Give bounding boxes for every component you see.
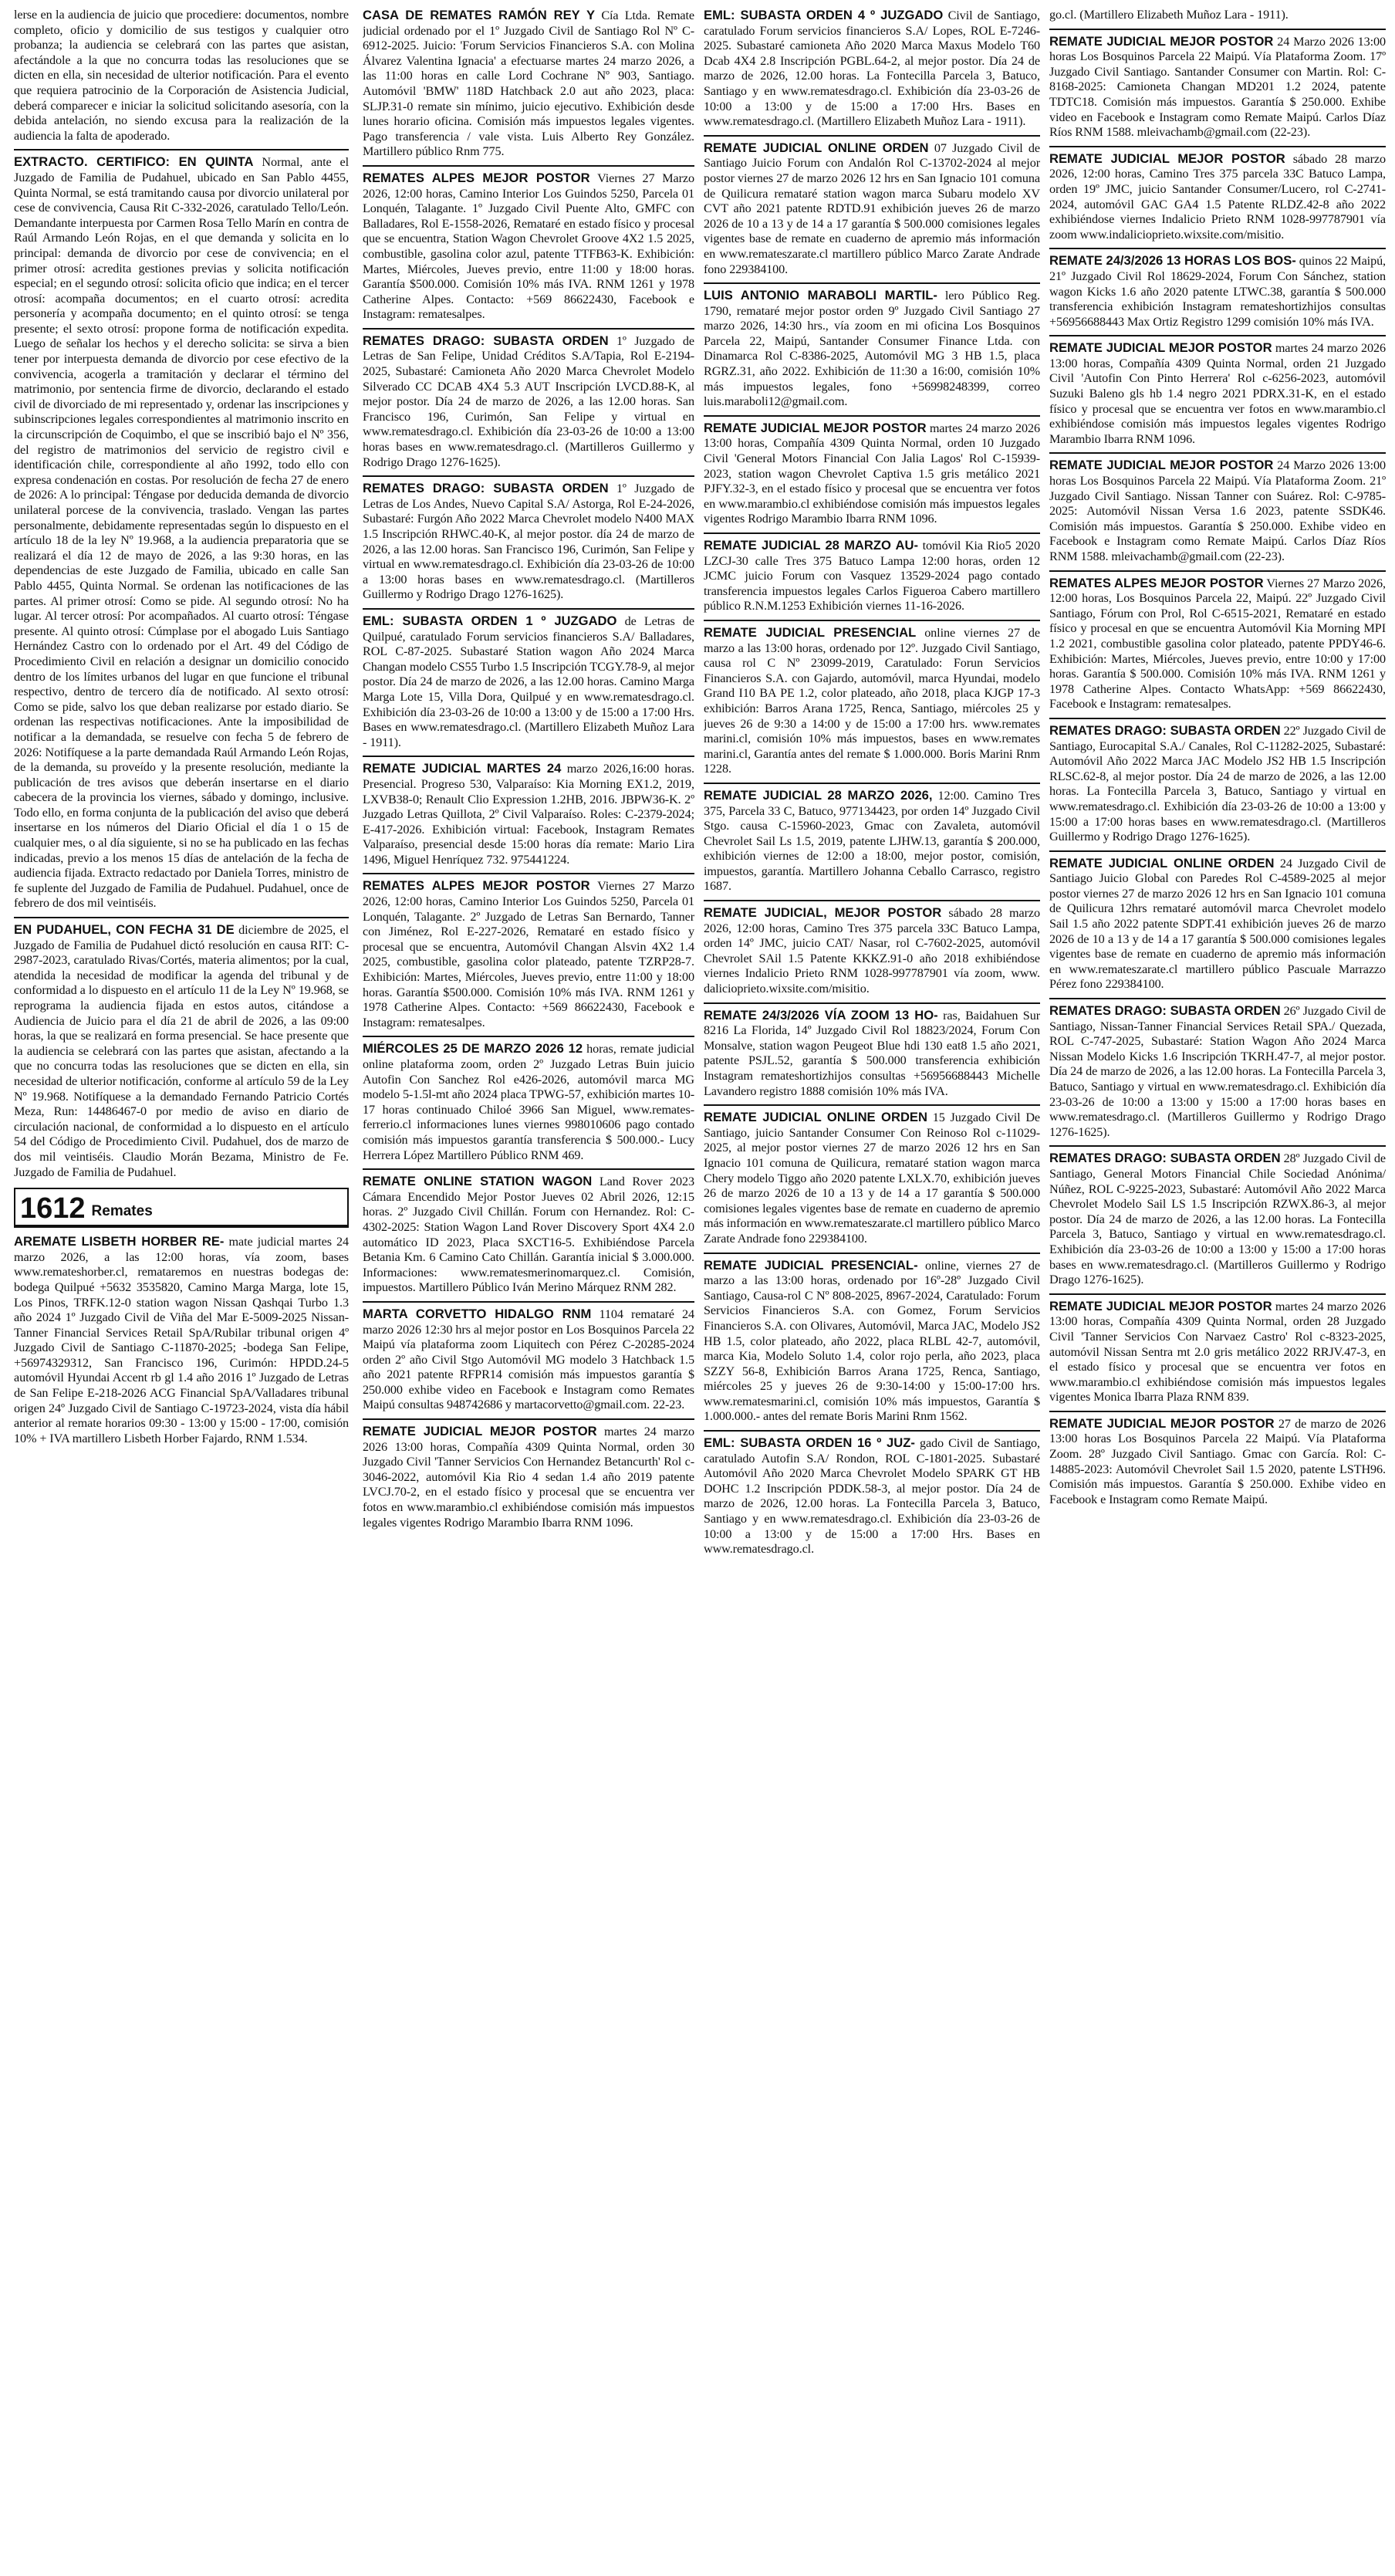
- ad-heading: REMATE JUDICIAL MEJOR POSTOR: [1049, 458, 1274, 473]
- ad-paragraph: [704, 1110, 1040, 1246]
- ad-heading: REMATE 24/3/2026 13 HORAS LOS BOS-: [1049, 253, 1296, 269]
- classified-ad: [1049, 458, 1386, 564]
- ad-heading: REMATE JUDICIAL MEJOR POSTOR: [1049, 150, 1285, 166]
- ad-paragraph: [1049, 34, 1386, 140]
- ad-paragraph: [1049, 340, 1386, 447]
- ad-body: 27 de marzo de 2026 13:00 horas Los Bosquinos Parcela 22 Maipú. Vía Plataforma Zoom. 28º Juzgado Civil Santiago. Gmac con García. Rol: C-14885-2023: Automóvil Chevrolet Sail 1.5 2020, patente LSTH96. Comisión más impuestos. Garantía $ 250.000. Exhibe video en Facebook e Instagram como Remate Maipú.: [1049, 1416, 1386, 1506]
- ad-divider: [363, 165, 694, 167]
- ad-heading: REMATE JUDICIAL MEJOR POSTOR: [363, 1424, 597, 1439]
- ad-divider: [704, 1253, 1040, 1254]
- ad-body: lero Público Reg. 1790, remataré mejor postor orden 9º Juzgado Civil Santiago 27 marzo 2026, 14:30 hrs., vía zoom en mi oficina Los Bosquinos Parcela 22, Maipú, Santander Consumer Finance Ltda. con Dinamarca Rol C-8386-2025, Automóvil MG 3 HB 1.5, placa RGRZ.31, año 2022. Exhibición de 11:30 a 16:00, comisión 10% más impuestos legales, fono +56998248399, correo luis.maraboli12@gmail.com.: [704, 289, 1040, 409]
- ad-paragraph: [704, 140, 1040, 277]
- classified-ad: [704, 421, 1040, 527]
- column-4: [1049, 8, 1386, 2571]
- classified-ad: [1049, 1003, 1386, 1140]
- ad-body: horas, remate judicial online plataforma zoom, orden 2º Juzgado Letras Buin juicio Autofin Con Sanchez Rol e426-2026, automóvil marca MG modelo 5-1.5l-mt año 2024 placa TPWG-57, exhibición martes 10-17 horas continuado Chiloé 3966 San Miguel, www.remates-ferrerio.cl informaciones lunes viernes 998010606 pago contado comisión más impuestos garantía transferencia $ 500.000.- Lucy Herrera López Martillero Público RNM 469.: [363, 1042, 694, 1162]
- ad-paragraph: [1049, 1299, 1386, 1405]
- classified-ad: [363, 1174, 694, 1296]
- ad-body: mate judicial martes 24 marzo 2026, a las 12:00 horas, vía zoom, bases www.remateshorber.cl, remataremos en nuestras bodegas de: bodega Quilpué +5632 3535820, Camino Marga Marga, lote 15, Los Pinos, TRFK.12-0 station wagon Nissan Qashqai Turbo 1.3 año 2024 1º Juzgado Civil de Viña del Mar E-5009-2025 Nissan-Tanner Financial Services Retail SpA/Rubilar tribunal origen 4º Juzgado Civil de Santiago C-11870-2025; -bodega San Felipe, +56974329312, San Francisco 196, Curimón: HPDD.24-5 automóvil Hyundai Accent rb gl 1.4 año 2016 1º Juzgado de Letras de San Felipe E-218-2026 ACG Financial SpA/Valladares tribunal origen 24º Juzgado Civil de Santiago C-19723-2024, vista día hábil anterior al remate horarios 09:30 - 13:00 y 15:00 - 17:00, comisión 10% + IVA martillero Lisbeth Horber Fajardo, RNM 1.534.: [14, 1235, 349, 1445]
- classified-ad: [1049, 576, 1386, 712]
- classified-ad: [704, 905, 1040, 997]
- classified-ad: [363, 8, 694, 160]
- ad-heading: REMATE JUDICIAL 28 MARZO AU-: [704, 538, 919, 553]
- ad-body: 15 Juzgado Civil De Santiago, juicio Santander Consumer Con Reinoso Rol c-11029-2025, al mejor postor viernes 27 de marzo 2026 12 hrs en San Ignacio 101 comuna de Quilicura, remataré station wagon marca Chery modelo Tiggo año 2020 patente LXLX.70, exhibición jueves 26 de marzo 2026 de 10 a 13 y de 14 a 17 garantía $ 500.000 comisiones legales vigentes base de remate en cuaderno de apremio más información en www.remateszarate.cl martillero público Marco Zarate Andrade fono 229384100.: [704, 1111, 1040, 1246]
- ad-divider: [704, 783, 1040, 784]
- ad-heading: REMATE JUDICIAL ONLINE ORDEN: [1049, 855, 1275, 870]
- ad-body: gado Civil de Santiago, caratulado Autofin S.A/ Rondon, ROL C-1801-2025. Subastaré Automóvil Año 2020 Marca Chevrolet Modelo SPARK GT HB DOHC 1.2 Inscripción PDDK.58-3, al mejor postor. Día 24 de marzo de 2026, 12.00 horas. La Fontecilla Parcela 3, Batuco, Santiago y en www.rematesdrago.cl. Exhibición día 23-03-26 de 10:00 a 13:00 y de 15:00 a 17:00 Hrs. Bases en www.rematesdrago.cl.: [704, 1436, 1040, 1557]
- section-label: Remates: [91, 1203, 153, 1220]
- ad-body: Cía Ltda. Remate judicial ordenado por el 1º Juzgado Civil de Santiago Rol Nº C-6912-2025. Juicio: 'Forum Servicios Financieros S.A. con Molina Álvarez Valentina Ignacia' a efectuarse martes 24 marzo 2026, a las 11:00 horas en calle Lord Cochrane Nº 903, Santiago. Automóvil 'BMW' 118D Hatchback 2.0 aut año 2023, placa: SLJP.31-0 remate sin mínimo, juicio ejecutivo. Exhibición desde lunes horario oficina. Comisión más impuestos legales vigentes. Pago transferencia / vale vista. Luis Alberto Rey González. Martillero público Rnm 775.: [363, 8, 694, 159]
- classified-ad: [14, 8, 349, 144]
- ad-body: 24 Marzo 2026 13:00 horas Los Bosquinos Parcela 22 Maipú. Vía Plataforma Zoom. 21º Juzgado Civil Santiago. Nissan Tanner con Suárez. Rol: C-9785-2025: Automóvil Nissan Versa 1.6 2023, patente SSDK46. Comisión más impuestos. Garantía $ 250.000. Exhibe video en Facebook e Instagram como Remate Maipú. Carlos Díaz Ríos RNM 1588. mleivachamb@gmail.com (22-23).: [1049, 458, 1386, 563]
- ad-paragraph: [363, 614, 694, 750]
- classified-ad: [14, 154, 349, 911]
- ad-body: 26º Juzgado Civil de Santiago, Nissan-Tanner Financial Services Retail SPA./ Quezada, ROL C-747-2025, Subastaré: Station Wagon Año 2024 Marca Nissan Modelo Kicks 1.6 Inscripción TKRH.47-7, al mejor postor. Día 24 de marzo de 2026, a las 12.00 horas. La Fontecilla Parcela 3, Batuco, Santiago y virtual en www.rematesdrago.cl. Exhibición día 23-03-26 de 10:00 a 13:00 y 15:00 a 17:00 horas bases en www.rematesdrago.cl. (Martilleros Guillermo y Rodrigo Drago 1276-1625).: [1049, 1004, 1386, 1139]
- ad-paragraph: [704, 421, 1040, 527]
- ad-divider: [363, 328, 694, 330]
- ad-heading: REMATES DRAGO: SUBASTA ORDEN: [1049, 1003, 1281, 1019]
- ad-heading: LUIS ANTONIO MARABOLI MARTIL-: [704, 288, 937, 303]
- ad-divider: [14, 917, 349, 918]
- ad-paragraph: [704, 1258, 1040, 1425]
- ad-heading: REMATE JUDICIAL 28 MARZO 2026,: [704, 787, 933, 803]
- ad-paragraph: [1049, 1416, 1386, 1508]
- column-3: [704, 8, 1040, 2571]
- ad-body: Civil de Santiago, caratulado Forum servicios financieros S.A/ Lopes, ROL E-7246-2025. Subastaré camioneta Año 2020 Marca Maxus Modelo T60 Dcab 4X4 2.8 Inscripción PGBL.64-2, al mejor postor. Día 24 de marzo de 2026, 12.00 horas. La Fontecilla Parcela 3, Batuco, Santiago y en www.rematesdrago.cl. Exhibición día 23-03-26 de 10:00 a 13:00 y de 15:00 a 17:00 Hrs. Bases en www.rematesdrago.cl. (Martillero Elizabeth Muñoz Lara - 1911).: [704, 8, 1040, 129]
- ad-divider: [1049, 335, 1386, 336]
- ad-heading: REMATE JUDICIAL PRESENCIAL: [704, 624, 917, 640]
- ad-divider: [1049, 248, 1386, 249]
- ad-heading: REMATES DRAGO: SUBASTA ORDEN: [1049, 722, 1281, 738]
- ad-body: 07 Juzgado Civil de Santiago Juicio Forum con Andalón Rol C-13702-2024 al mejor postor viernes 27 de marzo 2026 12 hrs en San Ignacio 101 comuna de Quilicura remataré station wagon marca Subaru modelo XV CVT año 2021 patente RDTD.91 exhibición jueves 26 de marzo 2026 de 10 a 13 y de 14 a 17 garantía $ 500.000 comisiones legales vigentes base de remate en cuaderno de apremio más información en www.remateszarate.cl martillero público Marco Zarate Andrade fono 229384100.: [704, 140, 1040, 276]
- classified-ad: [1049, 856, 1386, 992]
- ad-divider: [704, 415, 1040, 417]
- ad-heading: EML: SUBASTA ORDEN 16 º JUZ-: [704, 1435, 915, 1451]
- ad-paragraph: [363, 878, 694, 1030]
- ad-heading: REMATE JUDICIAL MEJOR POSTOR: [1049, 1298, 1272, 1313]
- ad-body: Normal, ante el Juzgado de Familia de Pudahuel, ubicado en San Pablo 4455, Quinta Normal, se está tramitando causa por divorcio unilateral por cese de convivencia, Causa Rit C-332-2026, caratulado Tello/León. Demandante interpuesta por Carmen Rosa Tello Marín en contra de Raúl Armando León Rojas, en el que demanda y solicita en lo principal: demanda de divorcio por cese de convivencia; en el primer otrosí: acredita gestiones previas y solicita notificación especial; en el segundo otrosí: solicita oficio que indica; en el tercer otrosí: acompaña documentos; en el cuarto otrosí: acredita personería y acompaña documento; en el quinto otrosí: se tenga presente; el sexto otrosí: propone forma de notificación expedita. Luego de señalar los hechos y el derecho solicita: se sirva a bien tener por interpuesta demanda de divorcio por cese efectivo de la convivencia, acogerla a tramitación y declarar el término del matrimonio, por sentencia firme de divorcio, declarando el estado civil de divorciado de mi representado y, ordenar las inscripciones y subinscripciones legales correspondientes al matrimonio inscrito en la circunscripción de Coquimbo, el que se inscribió bajo el Nº 356, del registro de matrimonios del servicio de registro civil e identificación chile, correspondiente al año 1992, todo ello con expresa condenación en costas. Por resolución de fecha 27 de enero de 2026: A lo principal: Téngase por deducida demanda de divorcio unilateral porcese de la convivencia, traslado. Vengan las partes personalmente, debidamente representadas según lo dispuesto en el artículo 18 de la ley Nº 19.968, a la audiencia preparatoria que se realizará el día 12 de mayo de 2026, a las 9:30 horas, en las dependencias de este Juzgado de Familia, ubicado en calle San Pablo 4455, Quinta Normal. Se ordenan las notificaciones de las partes. Al primer otrosí: Como se pide. Al segundo otrosí: No ha lugar. Al tercer otrosí: Por acompañados. Al cuarto otrosí: Téngase presente. Al quinto otrosí: Cúmplase por el abogado Luis Santiago Hernández Castro con lo ordenado por el Art. 49 del Código de Procedimiento Civil en relación a designar un domicilio conocido dentro de los límites urbanos del lugar en que funcione el tribunal respectivo, dentro de tercero día de notificado. Al sexto otrosí: Como se pide, salvo los que deban realizarse por estado diario. Se ordenan las respectivas notificaciones. Ante la imposibilidad de notificar a la demandada, se resuelve con fecha 5 de febrero de 2026: Notifíquese a la parte demandada Raúl Armando León Rojas, de la demanda, su proveído y la presente resolución, mediante la publicación de tres avisos que deberán insertarse en el diario cabecera de la provincia los viernes, sábado y domingo, inclusive. Todo ello, en forma conjunta de la publicación del aviso que deberá insertarse en los números del Diario Oficial el día 1 o 15 de cualquier mes, o al día siguiente, si no se ha publicado en las fechas indicadas, previo a los menos 15 días de antelación de la fecha de audiencia fijada. Extracto redactado por Daniela Torres, ministro de fe suplente del Juzgado de Familia de Pudahuel. Pudahuel, once de febrero de dos mil veintiséis.: [14, 155, 349, 911]
- ad-divider: [1049, 850, 1386, 852]
- ad-body: martes 24 marzo 2026 13:00 horas, Compañía 4309 Quinta Normal, orden 28 Juzgado Civil 'Tanner Servicios Con Narvaez Castro' Rol c-8323-2025, automóvil Nissan Sentra mt 2.0 gris metálico 2022 RRJV.47-3, en el estado físico y procesal que se encuentra ver fotos en www.marambio.cl exhibiéndose comisión más impuestos legales vigentes Monica Ibarra Plaza RNM 839.: [1049, 1299, 1386, 1405]
- ad-divider: [363, 756, 694, 757]
- classified-ad: [704, 1435, 1040, 1557]
- ad-heading: REMATES ALPES MEJOR POSTOR: [363, 878, 590, 894]
- ad-body: diciembre de 2025, el Juzgado de Familia de Pudahuel dictó resolución en causa RIT: C-2987-2023, caratulado Rivas/Cortés, materia alimentos; por la cual, atendida la necesidad de modificar la agenda del tribunal y de conformidad a lo dispuesto en el artículo 11 de la Ley Nº 19.968, se reprograma la audiencia fijada en estos autos, citándose a Audiencia de Juicio para el día 21 de abril de 2026, a las 09:00 horas, la que se realizará en forma presencial. Se hace presente que la audiencia se celebrará con las partes que asistan, afectando a la que no concurra todas las resoluciones que se dicten en ella, sin necesidad de ulterior notificación, conforme al artículo 59 de la Ley Nº 19.968. Notifíquese a la demandado Fernando Patricio Cortés Meza, Run: 14486467-0 por medio de aviso en diario de circulación nacional, de conformidad a lo dispuesto en el artículo 54 del Código de Procedimiento Civil. Pudahuel, dos de marzo de dos mil veintiséis. Claudio Morán Bezama, Ministro de Fe. Juzgado de Familia de Pudahuel.: [14, 923, 349, 1179]
- ad-paragraph: [363, 481, 694, 603]
- ad-heading: REMATE JUDICIAL MEJOR POSTOR: [1049, 1415, 1275, 1431]
- ad-divider: [363, 1036, 694, 1037]
- ad-heading: REMATE 24/3/2026 VÍA ZOOM 13 HO-: [704, 1007, 938, 1023]
- ad-body: de Letras de Quilpué, caratulado Forum servicios financieros S.A/ Balladares, ROL C-87-2025. Subastaré Station wagon Año 2024 Marca Changan modelo CS55 Turbo 1.5 Inscripción TCGY.78-9, al mejor postor. Día 24 de marzo de 2026, a las 12.00 horas. Camino Marga Marga Lote 15, Villa Dora, Quilpué y en www.rematesdrago.cl. Exhibición día 23-03-26 de 10:00 a 13:00 y de 15:00 a 17:00 Hrs. Bases en www.rematesdrago.cl. (Martillero Elizabeth Muñoz Lara - 1911).: [363, 614, 694, 749]
- ad-paragraph: [363, 761, 694, 867]
- classified-ad: [704, 1008, 1040, 1100]
- ad-paragraph: [1049, 1003, 1386, 1140]
- ad-divider: [1049, 998, 1386, 999]
- classified-ad: [704, 1110, 1040, 1246]
- ad-paragraph: [1049, 723, 1386, 845]
- classified-ad: [1049, 151, 1386, 243]
- ad-divider: [704, 900, 1040, 901]
- ad-paragraph: [14, 8, 349, 144]
- ad-body: 24 Marzo 2026 13:00 horas Los Bosquinos Parcela 22 Maipú. Vía Plataforma Zoom. 17º Juzgado Civil Santiago. Santander Consumer con Martin. Rol: C-8168-2025: Camioneta Changan MD201 1.2 2024, patente TDTC18. Comisión más impuestos. Garantía $ 250.000. Exhibe video en Facebook e Instagram como Remate Maipú. Carlos Díaz Ríos RNM 1588. mleivachamb@gmail.com (22-23).: [1049, 34, 1386, 140]
- ad-body: 12:00. Camino Tres 375, Parcela 33 C, Batuco, 977134423, por orden 14º Juzgado Civil Stgo. causa C-15960-2023, Gmac con Zavaleta, automóvil Chevrolet Sail Ls 1.5, 2019, patente LJHW.13, garantía $ 200.000, exhibición viernes de 12:00 a 18:00, mejor postor, comisión, impuestos, garantía. Martillero Johanna Ceballo Carrasco, registro 1687.: [704, 788, 1040, 894]
- ad-body: 24 Juzgado Civil de Santiago Juicio Global con Paredes Rol C-4589-2025 al mejor postor viernes 27 de marzo 2026 12 hrs en San Ignacio 101 comuna de Quilicura 12hrs remataré automóvil marca Chevrolet modelo Sail 1.5 año 2022 patente SDPT.41 exhibición jueves 26 de marzo 2026 de 10 a 13 y de 14 a 17 garantía $ 500.000 comisiones legales vigentes base de remate en cuaderno de apremio más información en www.remateszarate.cl martillero público Pascuale Marrazzo Pérez fono 229384100.: [1049, 856, 1386, 992]
- ad-heading: EXTRACTO. CERTIFICO: EN QUINTA: [14, 154, 254, 170]
- ad-heading: REMATE JUDICIAL MEJOR POSTOR: [704, 420, 927, 435]
- ad-paragraph: [704, 538, 1040, 614]
- ad-body: Viernes 27 Marzo 2026, 12:00 horas, Camino Interior Los Guindos 5250, Parcela 01 Lonquén, Talagante. 2º Juzgado de Letras San Bernardo, Tanner con Jiménez, Rol E-227-2026, Remataré en estado físico y procesal que se encuentra, Automóvil Changan Alsvin 4X2 1.4 2025, combustible, gasolina color plateado, patente TZRP28-7. Exhibición: Martes, Miércoles, Jueves previo, entre 11:00 y 18:00 horas. Garantía $500.000. Comisión 10% más IVA. RNM 1261 y 1978 Catherine Alpes. Contacto: +569 86622430, Facebook e Instagram: rematesalpes.: [363, 879, 694, 1029]
- ad-heading: AREMATE LISBETH HORBER RE-: [14, 1234, 225, 1249]
- ad-heading: REMATE JUDICIAL PRESENCIAL-: [704, 1257, 918, 1273]
- ad-paragraph: [704, 1435, 1040, 1557]
- classified-ad: [363, 1041, 694, 1163]
- ad-body: Land Rover 2023 Cámara Encendido Mejor Postor Jueves 02 Abril 2026, 12:15 horas. 2º Juzgado Civil Chillán. Forum con Hernandez. Rol: C-4302-2025: Station Wagon Land Rover Discovery Sport 4X4 2.0 automático ID 2023, Placa SXCT16-5. Exhibiéndose Parcela Betania Km. 6 Camino Cato Chillán. Garantía inicial $ 3.000.000. Informaciones: www.rematesmerinomarquez.cl. Comisión, impuestos. Martillero Público Iván Merino Márquez RNM 282.: [363, 1175, 694, 1295]
- ad-heading: REMATES DRAGO: SUBASTA ORDEN: [1049, 1151, 1281, 1166]
- ad-body: Viernes 27 Marzo 2026, 12:00 horas, Los Bosquinos Parcela 22, Maipú. 22º Juzgado Civil Santiago, Fórum con Prol, Rol C-6515-2021, Remataré en estado físico y procesal en que se encuentra Automóvil Kia Morning MPI 1.2 2021, combustible gasolina color plateado, patente PPDY46-6. Exhibición: Martes, Miércoles, Jueves previo, entre 10:00 y 17:00 horas. Garantía $ 500.000. Comisión 10% más IVA. RNM 1261 y 1978 Catherine Alpes. Contacto WhatsApp: +569 86622430, Facebook e Instagram: rematesalpes.: [1049, 576, 1386, 712]
- ad-body: marzo 2026,16:00 horas. Presencial. Progreso 530, Valparaíso: Kia Morning EX1.2, 2019, LXVB38-0; Renault Clio Expression 1.2HB, 2016. JBPW36-K. 2º Juzgado Letras Quillota, 2º Civil Valparaíso. Roles: C-2379-2024; E-417-2026. Exhibición virtual: Facebook, Instagram Remates Valparaíso, presencial desde 15:00 horas día remate: Mario Lira 1496, Miguel Henríquez 732. 975441224.: [363, 762, 694, 867]
- ad-body: online viernes 27 de marzo a las 13:00 horas, ordenado por 12º. Juzgado Civil Santiago, causa rol C Nº 23099-2019, Caratulado: Forun Servicios Financieros S.A. con Gajardo, automóvil, marca Hyundai, modelo Grand I10 BA PE 1.2, color plateado, año 2018, placa KJGP 17-3 exhibición: Barros Arana 1725, Renca, Santiago, miércoles 25 y jueves 26 de 9:30 a 14:00 y de 15:00 a 17:00 hrs. www.remates marini.cl, comisión 10% más impuestos, bases en www.remates marini.cl, Garantía antes del remate $ 1.000.000. Boris Marini Rnm 1228.: [704, 625, 1040, 776]
- ad-paragraph: [1049, 458, 1386, 564]
- ad-divider: [14, 149, 349, 150]
- ad-paragraph: [14, 154, 349, 911]
- ad-divider: [363, 608, 694, 610]
- section-number: 1612: [20, 1192, 86, 1225]
- ad-paragraph: [704, 905, 1040, 997]
- ad-paragraph: [1049, 576, 1386, 712]
- ad-body: sábado 28 marzo 2026, 12:00 horas, Camino Tres 375 parcela 33C Batuco Lampa, orden 19º JMC, juicio Santander Consumer/Lucero, rol C-2741-2024, automóvil GAC GA4 1.5 Patente RLDZ.42-8 año 2022 exhibiéndose viernes Indalicio Prieto RNM 1028-997787901 vía zoom www.indalicioprieto.wixsite.com/misitio.: [1049, 151, 1386, 242]
- ad-heading: REMATE JUDICIAL MEJOR POSTOR: [1049, 340, 1272, 356]
- ad-divider: [363, 1418, 694, 1420]
- ad-divider: [1049, 570, 1386, 572]
- ad-body: sábado 28 marzo 2026, 12:00 horas, Camino Tres 375 parcela 33C Batuco Lampa, orden 14º JMC, juicio CAT/ Nasar, rol C-7602-2025, automóvil Chevrolet SAil 1.5 Patente KKKZ.91-0 año 2018 exhibiéndose viernes Indalicio Prieto RNM 1028-997787901 vía zoom, www. dalicioprieto.wixsite.com/misitio.: [704, 906, 1040, 996]
- ad-heading: EN PUDAHUEL, CON FECHA 31 DE: [14, 922, 235, 938]
- ad-divider: [1049, 1411, 1386, 1412]
- classified-ad: [704, 538, 1040, 614]
- ad-heading: REMATE JUDICIAL ONLINE ORDEN: [704, 1110, 927, 1125]
- ad-divider: [704, 620, 1040, 621]
- ad-heading: REMATES DRAGO: SUBASTA ORDEN: [363, 333, 609, 348]
- ad-paragraph: [1049, 151, 1386, 243]
- classified-ad: [704, 8, 1040, 130]
- ad-paragraph: [363, 1174, 694, 1296]
- ad-paragraph: [704, 1008, 1040, 1100]
- ad-paragraph: [363, 1424, 694, 1530]
- ad-heading: REMATES ALPES MEJOR POSTOR: [1049, 575, 1264, 590]
- ad-body: go.cl. (Martillero Elizabeth Muñoz Lara - 1911).: [1049, 8, 1289, 22]
- ad-divider: [1049, 718, 1386, 719]
- classified-ad: [1049, 1151, 1386, 1287]
- ad-divider: [1049, 29, 1386, 30]
- ad-paragraph: [704, 788, 1040, 894]
- ad-heading: REMATE JUDICIAL MEJOR POSTOR: [1049, 33, 1274, 49]
- ad-divider: [704, 1002, 1040, 1004]
- ad-divider: [1049, 1145, 1386, 1147]
- classified-ad: [363, 761, 694, 867]
- classified-ad: [363, 333, 694, 470]
- ad-paragraph: [363, 333, 694, 470]
- ad-body: 1º Juzgado de Letras de San Felipe, Unidad Créditos S.A/Tapia, Rol E-2194-2025, Subastaré: Camioneta Año 2020 Marca Chevrolet Modelo Silverado CC DCAB 4X4 5.3 AUT Inscripción LVCD.88-K, al mejor postor. Día 24 de marzo de 2026, a las 12.00 horas. San Francisco 196, Curimón, San Felipe y virtual en www.rematesdrago.cl. Exhibición día 23-03-26 de 10:00 a 13:00 horas bases en www.rematesdrago.cl. (Martilleros Guillermo y Rodrigo Drago 1276-1625).: [363, 333, 694, 469]
- ad-heading: MIÉRCOLES 25 DE MARZO 2026 12: [363, 1041, 583, 1056]
- ad-paragraph: [704, 8, 1040, 130]
- classified-ad: [363, 171, 694, 323]
- section-header-remates: [14, 1188, 349, 1228]
- ad-divider: [363, 1168, 694, 1170]
- ad-divider: [1049, 452, 1386, 454]
- ad-body: martes 24 marzo 2026 13:00 horas, Compañía 4309 Quinta Normal, orden 21 Juzgado Civil 'Autofin Con Pinto Herrera' Rol c-6256-2023, automóvil Suzuki Baleno gls hb 1.4 negro 2021 PDRX.31-K, en el estado físico y procesal que se encuentra ver fotos en www.marambio.cl exhibiéndose comisión más impuestos legales vigentes Rodrigo Marambio Ibarra RNM 1096.: [1049, 341, 1386, 446]
- ad-paragraph: [1049, 1151, 1386, 1287]
- ad-paragraph: [363, 171, 694, 323]
- ad-divider: [1049, 1293, 1386, 1295]
- ad-body: tomóvil Kia Rio5 2020 LZCJ-30 calle Tres 375 Batuco Lampa 12:00 horas, orden 12 JCMC juicio Forum con Vasquez 13529-2024 pago contado transferencia impuestos legales Carlos Figueroa Cabero martillero público R.N.M.1253 Exhibición viernes 11-16-2026.: [704, 539, 1040, 614]
- classified-ad: [363, 1307, 694, 1413]
- ad-divider: [363, 475, 694, 477]
- ad-body: Viernes 27 Marzo 2026, 12:00 horas, Camino Interior Los Guindos 5250, Parcela 01 Lonquén, Talagante. 1º Juzgado Civil Puente Alto, GMFC con Balladares, Rol E-1558-2026, Remataré en estado físico y procesal que se encuentra, Station Wagon Chevrolet Groove 4X2 1.5 2025, combustible, gasolina color azul, patente TTFB63-K. Exhibición: Martes, Miércoles, Jueves previo, entre 11:00 y 18:00 horas. Garantía $500.000. Comisión 10% más IVA. RNM 1261 y 1978 Catherine Alpes. Contacto: +569 86622430, Facebook e Instagram: rematesalpes.: [363, 171, 694, 322]
- classified-ad: [1049, 34, 1386, 140]
- ad-body: 28º Juzgado Civil de Santiago, General Motors Financial Chile Sociedad Anónima/ Núñez, ROL C-9225-2023, Subastaré: Automóvil Año 2022 Marca Chevrolet Modelo Sail LS 1.5 Inscripción RZWX.86-3, al mejor postor. Día 24 de marzo de 2026, a las 12.00 horas. La Fontecilla Parcela 3, Batuco, Santiago y virtual en www.rematesdrago.cl. Exhibición día 23-03-26 de 10:00 a 13:00 y 15:00 a 17:00 horas bases en www.rematesdrago.cl. (Martilleros Guillermo y Rodrigo Drago 1276-1625).: [1049, 1151, 1386, 1287]
- classified-ad: [704, 288, 1040, 410]
- classified-ad: [1049, 340, 1386, 447]
- ad-paragraph: [363, 1041, 694, 1163]
- ad-heading: REMATES DRAGO: SUBASTA ORDEN: [363, 481, 609, 496]
- ad-paragraph: [1049, 856, 1386, 992]
- ad-divider: [1049, 146, 1386, 147]
- ad-heading: EML: SUBASTA ORDEN 4 º JUZGADO: [704, 8, 944, 22]
- ad-body: martes 24 marzo 2026 13:00 horas, Compañía 4309 Quinta Normal, orden 10 Juzgado Civil 'General Motors Financial Con Jalia Lagos' Rol C-15939-2023, station wagon Chevrolet Captiva 1.5 gris metálico 2021 PJFY.32-3, en el estado físico y procesal que se encuentra ver fotos en www.marambio.cl exhibiéndose comisión más impuestos legales vigentes Rodrigo Marambio Ibarra RNM 1096.: [704, 421, 1040, 526]
- ad-paragraph: [1049, 8, 1386, 23]
- classified-ad: [363, 1424, 694, 1530]
- classified-ad: [1049, 723, 1386, 845]
- ad-paragraph: [14, 922, 349, 1180]
- ad-body: online, viernes 27 de marzo a las 13:00 horas, ordenado por 16º-28º Juzgado Civil Santiago, Causa-rol C Nº 808-2025, 8967-2024, Caratulado: Forum Servicios Financieros S.A. con Gomez, Forum Servicios Financieros S.A. con Olivares, Automóvil, Marca JAC, Modelo JS2 HB 1.5, color plateado, año 2022, placa RLBL 42-7, automóvil, marca Kia, Modelo Soluto 1.4, color rojo perla, año 2023, placa SZZY 56-8, Exhibición Barros Arana 1725, Renca, Santiago, miércoles 25 y jueves 26 de 9:30-14:00 y 15:00-17:00 hrs. www.rematesmarini.cl, comisión 10% más impuestos, Garantía $ 1.000.000.- antes del remate Boris Marini Rnm 1562.: [704, 1258, 1040, 1424]
- ad-heading: MARTA CORVETTO HIDALGO RNM: [363, 1306, 592, 1321]
- ad-body: 22º Juzgado Civil de Santiago, Eurocapital S.A./ Canales, Rol C-11282-2025, Subastaré: Automóvil Año 2022 Marca JAC Modelo JS2 HB 1.5 Inscripción RLSC.62-8, al mejor postor. Día 24 de marzo de 2026, a las 12.00 horas. La Fontecilla Parcela 3, Batuco, Santiago y virtual en www.rematesdrago.cl. Exhibición día 23-03-26 de 10:00 a 13:00 y 15:00 a 17:00 horas bases en www.rematesdrago.cl. (Martilleros Guillermo y Rodrigo Drago 1276-1625).: [1049, 723, 1386, 844]
- ad-divider: [704, 1104, 1040, 1106]
- ad-paragraph: [363, 8, 694, 160]
- ad-paragraph: [363, 1307, 694, 1413]
- ad-paragraph: [14, 1234, 349, 1446]
- ad-divider: [704, 282, 1040, 284]
- ad-heading: REMATE JUDICIAL, MEJOR POSTOR: [704, 905, 942, 921]
- ad-divider: [363, 1301, 694, 1303]
- ad-heading: REMATE JUDICIAL ONLINE ORDEN: [704, 140, 929, 155]
- classified-ad: [1049, 1416, 1386, 1508]
- classified-ad: [704, 788, 1040, 894]
- ad-divider: [363, 873, 694, 874]
- ad-paragraph: [704, 625, 1040, 777]
- ad-body: quinos 22 Maipú, 21º Juzgado Civil Rol 18629-2024, Forum Con Sánchez, station wagon Kicks 1.6 año 2020 patente LTWC.38, garantía $ 500.000 transferencia exhibición Instagram remateshortizhijos consultas +56956688443 Max Ortiz Registro 1299 comisión 10% más IVA.: [1049, 254, 1386, 329]
- classified-ad: [363, 878, 694, 1030]
- ad-body: lerse en la audiencia de juicio que procediere: documentos, nombre completo, oficio y domicilio de sus testigos y cualquier otro probanza; la audiencia se celebrará con las partes que asistan, afectándole a la que no concurra todas las resoluciones que se dicten en ella, sin necesidad de ulterior notificación. Para el evento que requiera patrocinio de la Corporación de Asistencia Judicial, deberá comparecer e iniciar la solicitud solicitando asesoría, con la debida antelación, no siendo excusa para la realización de la audiencia la falta de apoderado.: [14, 8, 349, 143]
- ad-heading: REMATE JUDICIAL MARTES 24: [363, 761, 562, 776]
- ad-body: 1º Juzgado de Letras de Los Andes, Nuevo Capital S.A/ Astorga, Rol E-24-2026, Subastaré: Furgón Año 2022 Marca Chevrolet modelo N400 MAX 1.5 Inscripción RHWC.40-K, al mejor postor. día 24 de marzo de 2026, a las 12.00 horas. San Francisco 196, Curimón, San Felipe y virtual en www.rematesdrago.cl. Exhibición día 23-03-26 de 10:00 a 13:00 horas bases en www.rematesdrago.cl. (Martilleros Guillermo y Rodrigo Drago 1276-1625).: [363, 482, 694, 602]
- column-2: [363, 8, 694, 2571]
- ad-divider: [704, 532, 1040, 534]
- ad-divider: [704, 135, 1040, 137]
- classified-ad: [1049, 8, 1386, 23]
- classified-ad: [14, 922, 349, 1180]
- classified-ad: [1049, 253, 1386, 330]
- ad-body: 1104 remataré 24 marzo 2026 12:30 hrs al mejor postor en Los Bosquinos Parcela 22 Maipú vía plataforma zoom Liquitech con Pérez C-20285-2024 orden 2º año Civil Stgo Automóvil MG modelo 3 Hatchback 1.5 año 2021 patente RFPR14 comisión más impuestos garantía $ 250.000 exhibe video en Facebook e Instagram como Remates Maipú consultas 948742686 y martacorvetto@gmail.com. 22-23.: [363, 1307, 694, 1412]
- classified-ad: [704, 1258, 1040, 1425]
- ad-body: martes 24 marzo 2026 13:00 horas, Compañía 4309 Quinta Normal, orden 30 Juzgado Civil 'Tanner Servicios Con Hernandez Betancurth' Rol c-3046-2022, automóvil Kia Rio 4 sedan 1.4 año 2019 patente LVCJ.70-2, en el estado físico y procesal que se encuentra ver fotos en www.marambio.cl exhibiéndose comisión más impuestos legales vigentes Rodrigo Marambio Ibarra RNM 1096.: [363, 1425, 694, 1530]
- ad-heading: REMATES ALPES MEJOR POSTOR: [363, 170, 590, 185]
- classified-ad: [1049, 1299, 1386, 1405]
- classified-ad: [363, 614, 694, 750]
- classified-ad: [14, 1234, 349, 1446]
- ad-divider: [704, 1430, 1040, 1432]
- ad-body: ras, Baidahuen Sur 8216 La Florida, 14º Juzgado Civil Rol 18823/2024, Forum Con Monsalve, station wagon Peugeot Blue hdi 130 eat8 1.5 año 2021, patente PSJL.52, garantía $ 500.000 transferencia exhibición Instagram remateshortizhijos consultas +56956688443 Michelle Lavandero registro 1888 comisión 10% más IVA.: [704, 1008, 1040, 1098]
- classified-ad: [704, 140, 1040, 277]
- classified-ad: [704, 625, 1040, 777]
- ad-heading: CASA DE REMATES RAMÓN REY Y: [363, 8, 596, 22]
- ad-heading: REMATE ONLINE STATION WAGON: [363, 1174, 593, 1189]
- ad-paragraph: [1049, 253, 1386, 330]
- column-1: [14, 8, 349, 2571]
- ad-heading: EML: SUBASTA ORDEN 1 º JUZGADO: [363, 613, 617, 628]
- ad-paragraph: [704, 288, 1040, 410]
- classified-ad: [363, 481, 694, 603]
